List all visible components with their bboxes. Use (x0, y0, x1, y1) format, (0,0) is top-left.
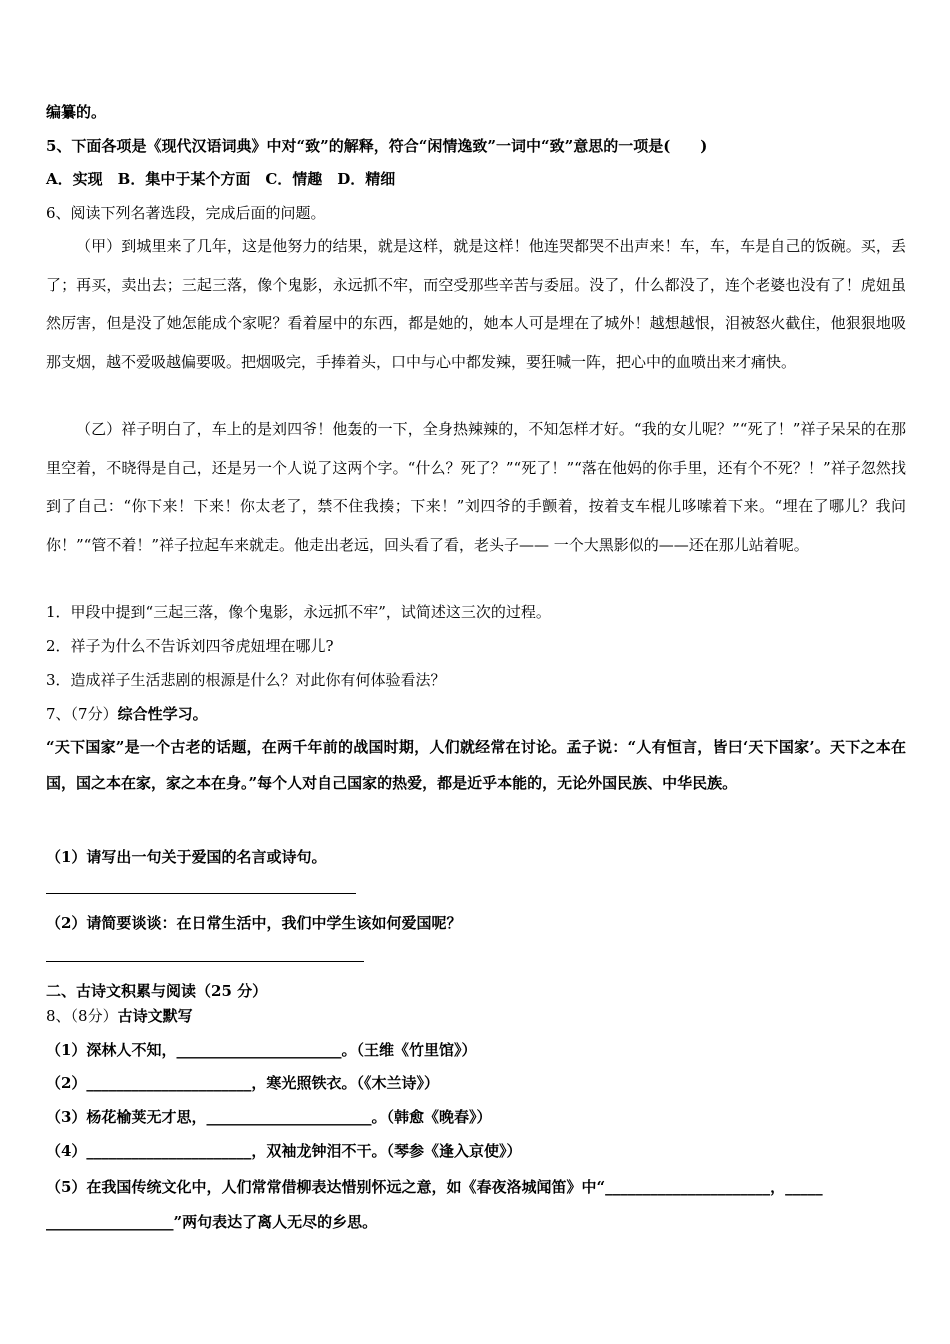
question-6-3: 3．造成祥子生活悲剧的根源是什么？对此你有何体验看法？ (46, 671, 446, 689)
question-8-heading (46, 1006, 193, 1026)
question-5 (46, 136, 707, 156)
question-8-title: 古诗文默写 (117, 1007, 193, 1025)
question-8-4: （4）______________________，双袖龙钟泪不干。（琴参《逢入京使》） (46, 1142, 522, 1160)
question-8-3: （3）杨花榆荚无才思，______________________。（韩愈《晚春》） (46, 1108, 492, 1126)
question-7-title: 综合性学习。 (117, 705, 208, 723)
question-7-1: （1）请写出一句关于爱国的名言或诗句。 (46, 848, 327, 866)
question-8-2: （2）______________________，寒光照铁衣。（《木兰诗》） (46, 1074, 439, 1092)
question-5-text: 5、下面各项是《现代汉语词典》中对“致”的解释，符合“闲情逸致”一词中“致”意思的一项是( ) (46, 137, 708, 155)
question-7-heading (46, 704, 208, 724)
question-8-number: 8、（8分） (46, 1007, 118, 1025)
question-6-2: 2．祥子为什么不告诉刘四爷虎妞埋在哪儿? (46, 637, 334, 655)
question-6: 6、阅读下列名著选段，完成后面的问题。 (46, 204, 326, 222)
question-5-options: A．实现 B．集中于某个方面 C．情趣 D．精细 (46, 170, 396, 188)
question-7-number: 7、（7分） (46, 705, 118, 723)
question-8-5-line-1: （5）在我国传统文化中，人们常常借柳表达惜别怀远之意，如《春夜洛城闻笛》中“______________________，_____ (46, 1178, 823, 1196)
question-8-1: （1）深林人不知，______________________。（王维《竹里馆》） (46, 1041, 477, 1059)
passage-jia: （甲）到城里来了几年，这是他努力的结果，就是这样，就是这样！他连哭都哭不出声来！车，车，车是自己的饭碗。买，丢了；再买，卖出去；三起三落，像个鬼影，永远抓不牢，而空受那些辛苦与委屈。没了，什么都没了，连个老婆也没有了！虎妞虽然厉害，但是没了她怎能成个家呢？看着屋中的东西，都是她的，她本人可是埋在了城外！越想越恨，泪被怒火截住，他狠狠地吸那支烟，越不爱吸越偏要吸。把烟吸完，手捧着头，口中与心中都发辣，要狂喊一阵，把心中的血喷出来才痛快。 (46, 237, 906, 371)
passage-yi: （乙）祥子明白了，车上的是刘四爷！他轰的一下，全身热辣辣的，不知怎样才好。“我的女儿呢？”“死了！”祥子呆呆的在那里空着，不晓得是自己，还是另一个人说了这两个字。“什么？死了？”“死了！”“落在他妈的你手里，还有个不死？！”祥子忽然找到了自己：“你下来！下来！你太老了，禁不住我揍；下来！”刘四爷的手颤着，按着支车棍儿哆嗦着下来。“埋在了哪儿？我问你！”“管不着！”祥子拉起车来就走。他走出老远，回头看了看，老头子—— 一个大黑影似的——还在那儿站着呢。 (46, 420, 906, 554)
answer-line-7-2[interactable] (46, 961, 364, 962)
text-line-compiled: 编纂的。 (46, 103, 107, 121)
question-7-2: （2）请简要谈谈：在日常生活中，我们中学生该如何爱国呢？ (46, 914, 462, 932)
answer-line-7-1[interactable] (46, 893, 356, 894)
question-7-body: “天下国家”是一个古老的话题，在两千年前的战国时期，人们就经常在讨论。孟子说：“人有恒言，皆曰‘天下国家’。天下之本在国，国之本在家，家之本在身。”每个人对自己国家的热爱，都是近乎本能的，无论外国民族、中华民族。 (46, 738, 906, 792)
section-2-heading: 二、古诗文积累与阅读（25 分） (46, 982, 268, 1000)
question-8-5-line-2: _________________”两句表达了离人无尽的乡思。 (46, 1213, 378, 1231)
question-6-1: 1．甲段中提到“三起三落，像个鬼影，永远抓不牢”，试简述这三次的过程。 (46, 603, 551, 621)
